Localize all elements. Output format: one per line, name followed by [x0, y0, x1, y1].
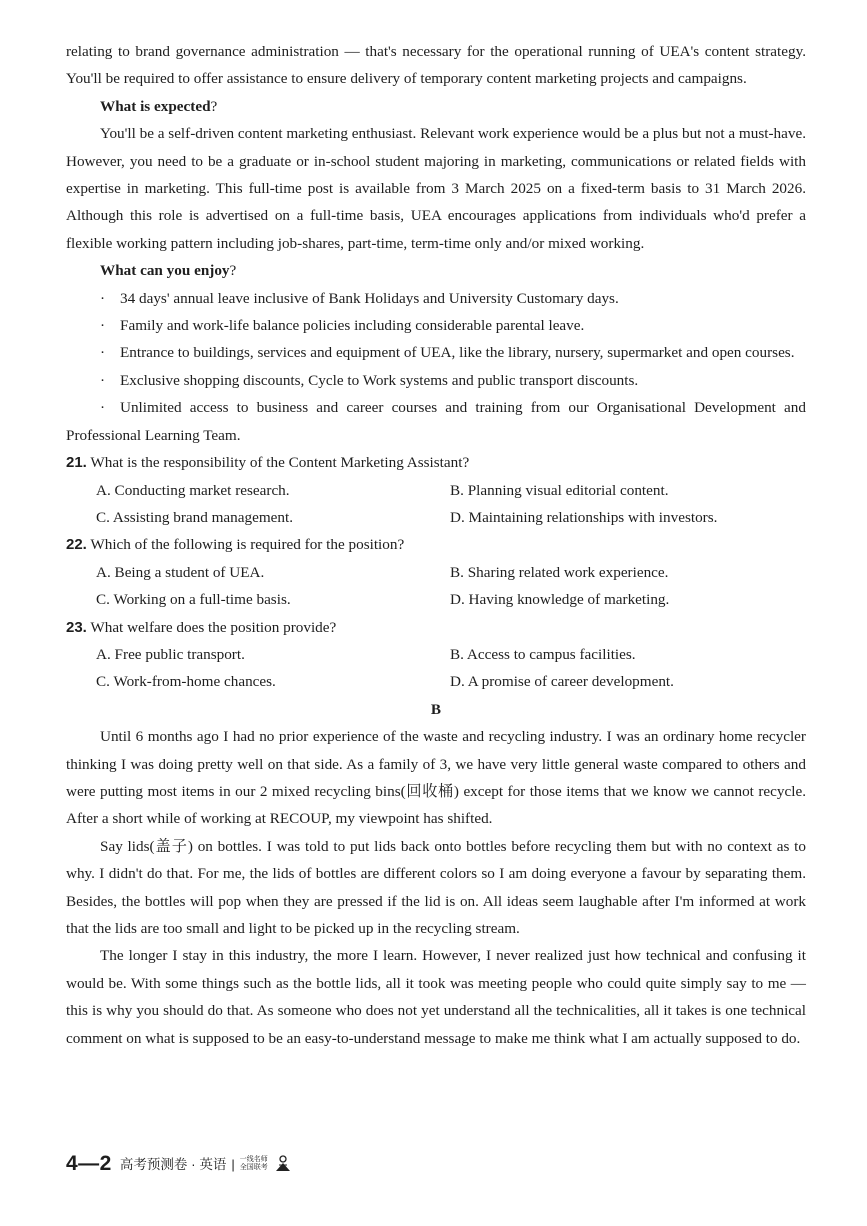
- option-c: C. Working on a full-time basis.: [96, 591, 291, 609]
- page-number: 4—2: [66, 1152, 112, 1175]
- page-footer: [66, 1149, 293, 1175]
- option-b: B. Planning visual editorial content.: [450, 481, 669, 499]
- option-b: B. Sharing related work experience.: [450, 563, 669, 581]
- option-c: C. Work-from-home chances.: [96, 673, 276, 691]
- passage-b-paragraph: Say lids(盖子) on bottles. I was told to put lids back onto bottles before recycling them but with no context as to why. I didn't do that. For me, the lids of bottles are different colors so I am doing everyone a favour by separating them. Besides, the bottles will pop when they are pressed if the lid is on. All ideas seem laughable after I'm informed at work that the lids are too small and light to be picked up in the recycling stream.: [66, 837, 806, 937]
- passage-b-paragraph: Until 6 months ago I had no prior experience of the waste and recycling industry. I was an ordinary home recycler thinking I was doing pretty well on that side. As a family of 3, we have very little general waste compared to others and were putting most items in our 2 mixed recycling bins(回收桶) except for those items that we know we cannot recycle. After a short while of working at RECOUP, my viewpoint has shifted.: [66, 728, 806, 828]
- option-d: D. A promise of career development.: [450, 673, 674, 691]
- benefit-item: · Family and work-life balance policies including considerable parental leave.: [66, 312, 806, 339]
- bullet-icon: ·: [100, 371, 106, 389]
- intro-paragraph: relating to brand governance administration — that's necessary for the operational running of UEA's content strategy. You'll be required to offer assistance to ensure delivery of temporary content marketing projects and campaigns.: [66, 43, 806, 88]
- expected-paragraph: You'll be a self-driven content marketing enthusiast. Relevant work experience would be a plus but not a must-have. However, you need to be a graduate or in-school student majoring in marketing, communications or related fields with expertise in marketing. This full-time post is available from 3 March 2025 on a fixed-term basis to 31 March 2026. Although this role is advertised on a full-time basis, UEA encourages applications from individuals who'd prefer a flexible working pattern including job-shares, part-time, term-time only and/or mixed working.: [66, 125, 806, 252]
- question-21: [66, 449, 806, 531]
- benefit-item: · 34 days' annual leave inclusive of Bank Holidays and University Customary days.: [66, 285, 806, 312]
- question-stem: 23. What welfare does the position provide?: [66, 618, 337, 636]
- answer-options: [66, 559, 806, 614]
- option-c: C. Assisting brand management.: [96, 508, 293, 526]
- question-22: [66, 531, 806, 613]
- footer-tagline: 一线名师 全国联考: [239, 1156, 268, 1171]
- footer-separator: |: [231, 1157, 235, 1172]
- expected-heading: What is expected?: [100, 97, 218, 115]
- bullet-icon: ·: [100, 289, 106, 307]
- exam-title: 高考预测卷 · 英语: [119, 1157, 227, 1172]
- option-a: A. Being a student of UEA.: [96, 563, 265, 581]
- option-a: A. Free public transport.: [96, 645, 245, 663]
- publisher-logo-icon: [273, 1153, 293, 1173]
- passage-b-paragraph: The longer I stay in this industry, the more I learn. However, I never realized just how technical and confusing it would be. With some things such as the bottle lids, all it took was meeting people who could quite simply say to me — this is why you should do that. As someone who does not yet understand all the technicalities, all it takes is one technical comment on what is supposed to be an easy-to-understand message to make me think what I am actually supposed to do.: [66, 947, 806, 1047]
- enjoy-heading: What can you enjoy?: [100, 262, 237, 280]
- benefit-item: · Unlimited access to business and career courses and training from our Organisational Development and Professional Learning Team.: [66, 394, 806, 449]
- benefits-list: [66, 285, 806, 449]
- benefit-item: · Entrance to buildings, services and equipment of UEA, like the library, nursery, supermarket and open courses.: [66, 339, 806, 366]
- option-d: D. Maintaining relationships with investors.: [450, 508, 718, 526]
- question-23: [66, 614, 806, 696]
- question-stem: 22. Which of the following is required for the position?: [66, 536, 405, 554]
- option-d: D. Having knowledge of marketing.: [450, 591, 670, 609]
- bullet-icon: ·: [100, 344, 106, 362]
- answer-options: [66, 641, 806, 696]
- question-stem: 21. What is the responsibility of the Content Marketing Assistant?: [66, 454, 470, 472]
- option-b: B. Access to campus facilities.: [450, 645, 636, 663]
- benefit-item: · Exclusive shopping discounts, Cycle to Work systems and public transport discounts.: [66, 367, 806, 394]
- bullet-icon: ·: [100, 399, 106, 417]
- bullet-icon: ·: [100, 317, 106, 335]
- exam-page: [66, 38, 806, 1052]
- section-b-heading: B: [430, 700, 442, 718]
- answer-options: [66, 477, 806, 532]
- option-a: A. Conducting market research.: [96, 481, 290, 499]
